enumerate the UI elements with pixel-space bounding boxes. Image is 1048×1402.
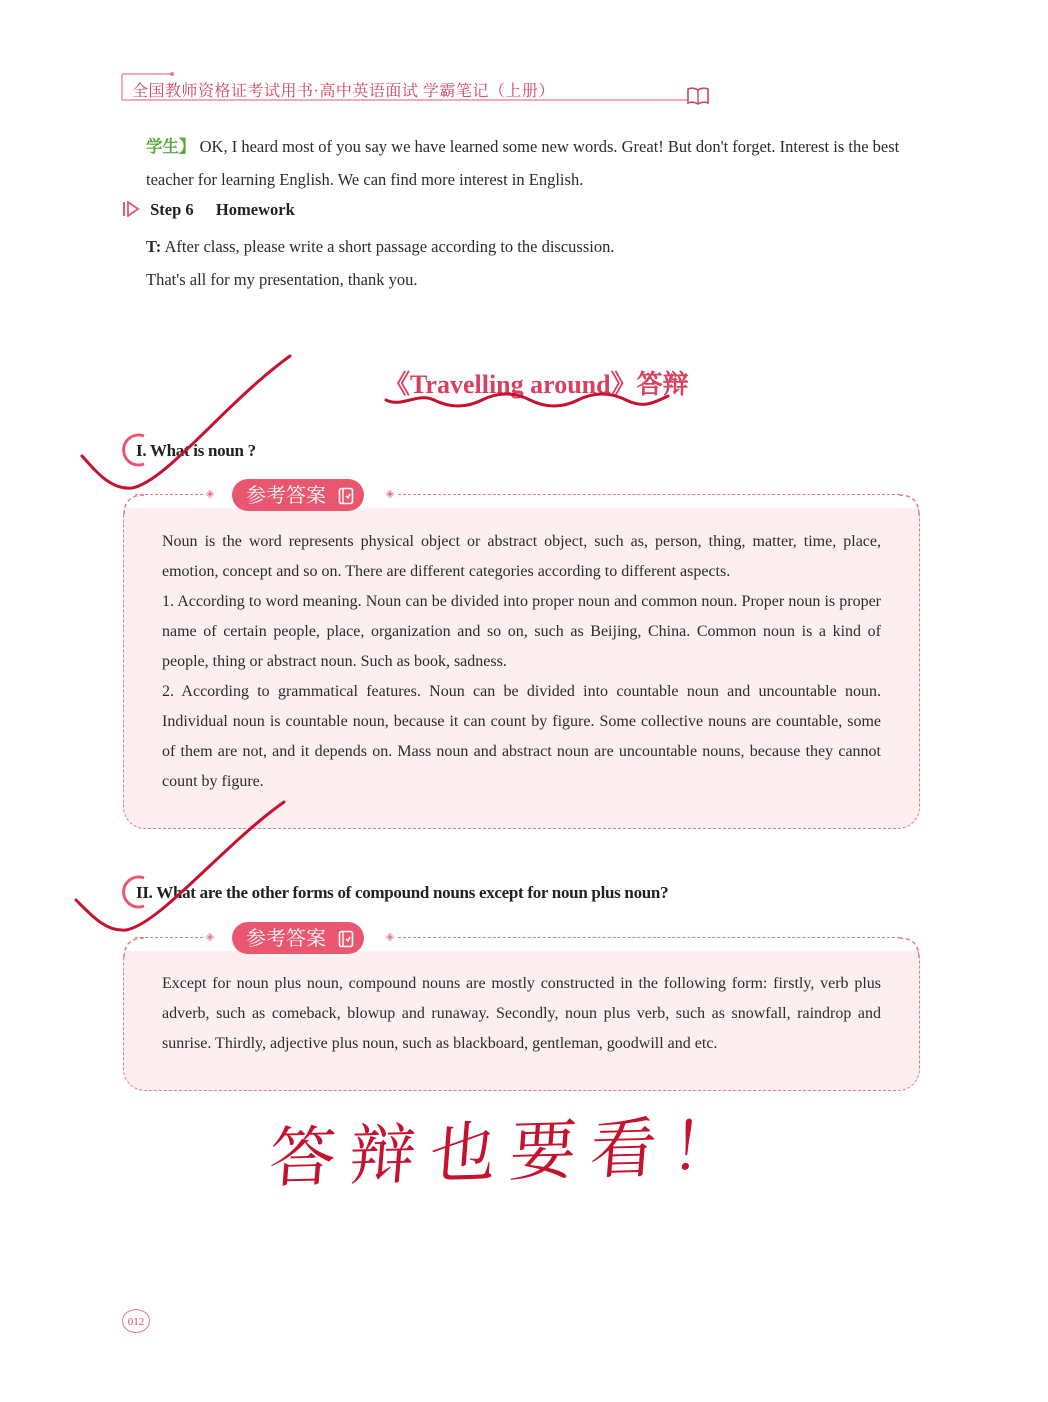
question-1-text: What is noun ? xyxy=(149,441,256,460)
book-icon xyxy=(686,86,710,106)
diamond-ornament-icon: ◈ xyxy=(385,488,395,500)
answer-box-corner xyxy=(123,937,145,959)
answer-badge-2 xyxy=(232,922,364,954)
answer-1-paragraph: Noun is the word represents physical object or abstract object, such as, person, thing, matter, time, place, emotion, concept and so on. There are different categories according to different aspects. xyxy=(162,533,881,580)
student-paragraph xyxy=(146,130,922,196)
notebook-icon xyxy=(338,930,354,948)
question-2 xyxy=(136,883,668,903)
play-step-icon xyxy=(122,201,140,217)
answer-badge-label: 参考答案 xyxy=(246,483,326,507)
title-underline-squiggle xyxy=(382,388,672,412)
question-2-number: II. xyxy=(136,883,153,902)
teacher-paragraph xyxy=(146,230,922,263)
answer-box-corner xyxy=(123,494,145,516)
answer-rule-right xyxy=(398,937,900,938)
answer-rule-left xyxy=(135,494,203,495)
question-1-number: I. xyxy=(136,441,147,460)
answer-rule-right xyxy=(398,494,900,495)
student-line: OK, I heard most of you say we have learned some new words. Great! But don't forget. Interest is the best teacher for learning English. We can find more interest in English. xyxy=(146,137,900,189)
page-number: 012 xyxy=(122,1309,150,1333)
question-2-text: What are the other forms of compound nouns except for noun plus noun? xyxy=(156,883,669,902)
answer-rule-left xyxy=(135,937,203,938)
answer-badge-label: 参考答案 xyxy=(246,926,326,950)
header-book-title: 全国教师资格证考试用书·高中英语面试 学霸笔记（上册） xyxy=(132,83,555,100)
step-heading xyxy=(122,200,295,220)
diamond-ornament-icon: ◈ xyxy=(205,931,215,943)
diamond-ornament-icon: ◈ xyxy=(205,488,215,500)
speaker-label: 学生】 xyxy=(146,137,196,156)
teacher-label: T: xyxy=(146,237,162,256)
notebook-icon xyxy=(338,487,354,505)
answer-1-paragraph: 1. According to word meaning. Noun can be divided into proper noun and common noun. Proper noun is proper name of certain people, place, organization and so on, such as Beijing, China. Common noun is a kind of people, thing or abstract noun. Such as book, sadness. xyxy=(162,593,881,670)
teacher-line: After class, please write a short passage according to the discussion. xyxy=(164,237,615,256)
closing-line: That's all for my presentation, thank you. xyxy=(146,270,418,289)
step-label: Step 6 xyxy=(150,200,194,219)
answer-box-corner xyxy=(898,494,920,516)
answer-1-paragraph: 2. According to grammatical features. Noun can be divided into countable noun and uncountable noun. Individual noun is countable noun, because it can count by figure. Some collective nouns are countable, some of them are not, and it depends on. Mass noun and abstract noun are uncountable nouns, because they cannot count by figure. xyxy=(162,683,881,790)
answer-box-corner xyxy=(898,937,920,959)
answer-1-text xyxy=(162,527,881,797)
question-1 xyxy=(136,441,256,461)
answer-2-text xyxy=(162,969,881,1059)
answer-2-paragraph: Except for noun plus noun, compound nouns are mostly constructed in the following form: firstly, verb plus adverb, such as comeback, blowup and runaway. Secondly, noun plus verb, such as snowfall, raindrop and sunrise. Thirdly, adjective plus noun, such as blackboard, gentleman, goodwill and etc. xyxy=(162,975,881,1052)
red-check-mark-icon xyxy=(76,352,296,497)
handwritten-note-text: 答辩也要看！ xyxy=(266,1107,754,1197)
diamond-ornament-icon: ◈ xyxy=(385,931,395,943)
handwritten-note xyxy=(266,1107,754,1198)
section-title: 《Travelling around》答辩 xyxy=(384,370,689,399)
answer-badge-1 xyxy=(232,479,364,511)
step-title: Homework xyxy=(215,200,295,219)
